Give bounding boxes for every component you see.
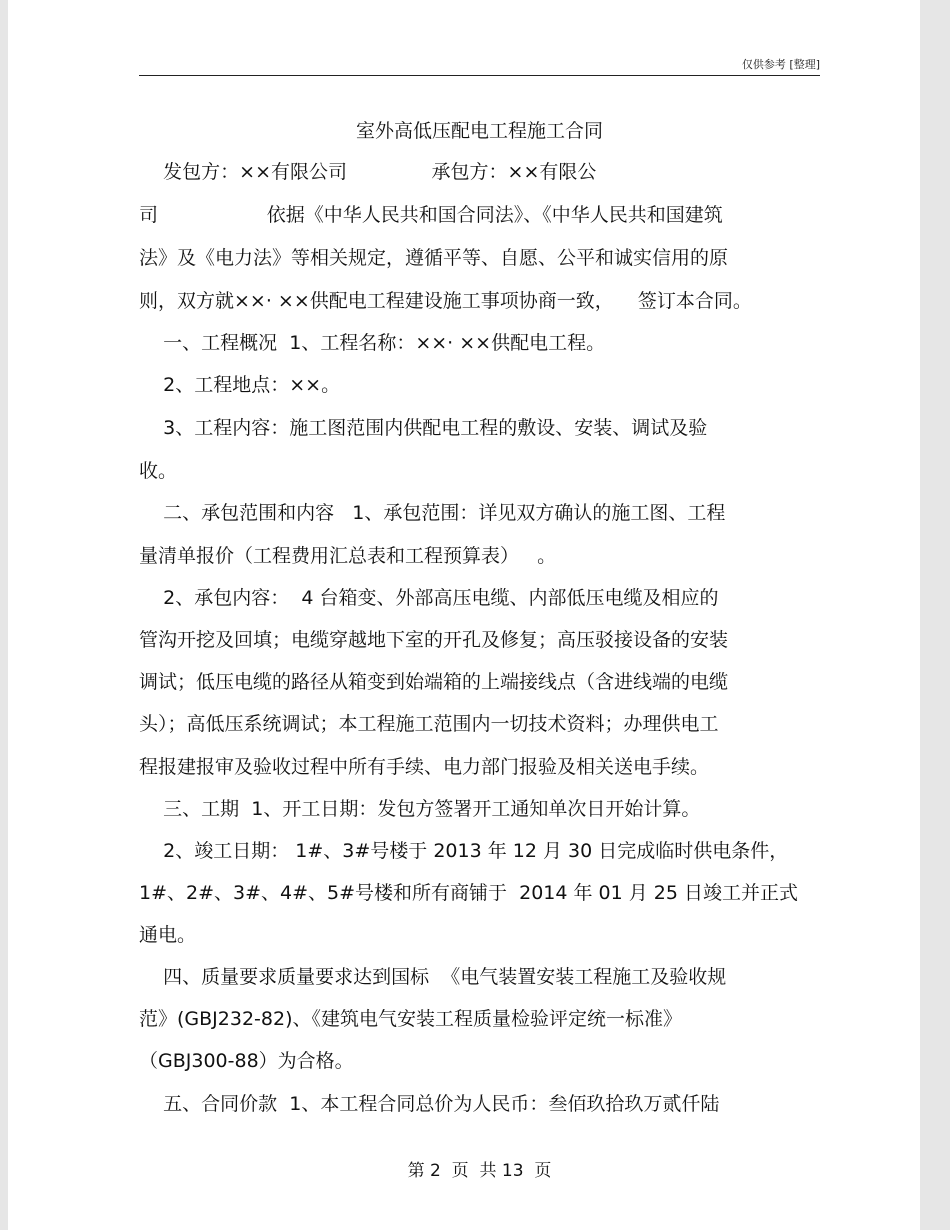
body-line: 调试；低压电缆的路径从箱变到始端箱的上端接线点（含进线端的电缆 (139, 671, 729, 693)
body-line: 司 依据《中华人民共和国合同法》、《中华人民共和国建筑 (139, 204, 723, 226)
body-line: 四、质量要求质量要求达到国标 《电气装置安装工程施工及验收规 (139, 966, 727, 988)
body-line: 法》及《电力法》等相关规定，遵循平等、自愿、公平和诚实信用的原 (139, 247, 729, 269)
document-page (8, 0, 920, 1230)
body-line: 收。 (139, 460, 178, 482)
body-line: 2、承包内容： 4 台箱变、外部高压电缆、内部低压电缆及相应的 (139, 587, 719, 609)
header-rule (139, 75, 820, 76)
body-line: 三、工期 1、开工日期：发包方签署开工通知单次日开始计算。 (139, 798, 701, 820)
body-line: 程报建报审及验收过程中所有手续、电力部门报验及相关送电手续。 (139, 756, 710, 778)
body-line: 范》(GBJ232-82)、《建筑电气安装工程质量检验评定统一标准》 (139, 1008, 682, 1030)
body-line: 二、承包范围和内容 1、承包范围：详见双方确认的施工图、工程 (139, 502, 726, 524)
body-line: 一、工程概况 1、工程名称：××· ××供配电工程。 (139, 332, 606, 354)
page-number-footer: 第 2 页 共 13 页 (407, 1161, 552, 1181)
body-line: （GBJ300-88）为合格。 (139, 1050, 354, 1072)
body-line: 五、合同价款 1、本工程合同总价为人民币：叁佰玖拾玖万贰仟陆 (139, 1093, 720, 1115)
body-line: 量清单报价（工程费用汇总表和工程预算表） 。 (139, 545, 557, 567)
body-line: 1#、2#、3#、4#、5#号楼和所有商铺于 2014 年 01 月 25 日竣工并正式 (139, 882, 799, 904)
body-line: 通电。 (139, 924, 197, 946)
header-note: 仅供参考 [整理] (741, 58, 820, 71)
body-line: 2、工程地点：××。 (139, 374, 341, 396)
body-line: 3、工程内容：施工图范围内供配电工程的敷设、安装、调试及验 (139, 417, 708, 439)
body-line: 头）；高低压系统调试；本工程施工范围内一切技术资料；办理供电工 (139, 713, 719, 735)
document-title: 室外高低压配电工程施工合同 (355, 120, 603, 142)
body-line: 则，双方就××· ××供配电工程建设施工事项协商一致， 签订本合同。 (139, 290, 752, 312)
body-line: 管沟开挖及回填；电缆穿越地下室的开孔及修复；高压驳接设备的安装 (139, 629, 729, 651)
body-line: 发包方：××有限公司 承包方：××有限公 (139, 161, 597, 183)
body-line: 2、竣工日期： 1#、3#号楼于 2013 年 12 月 30 日完成临时供电条件， (139, 840, 789, 862)
